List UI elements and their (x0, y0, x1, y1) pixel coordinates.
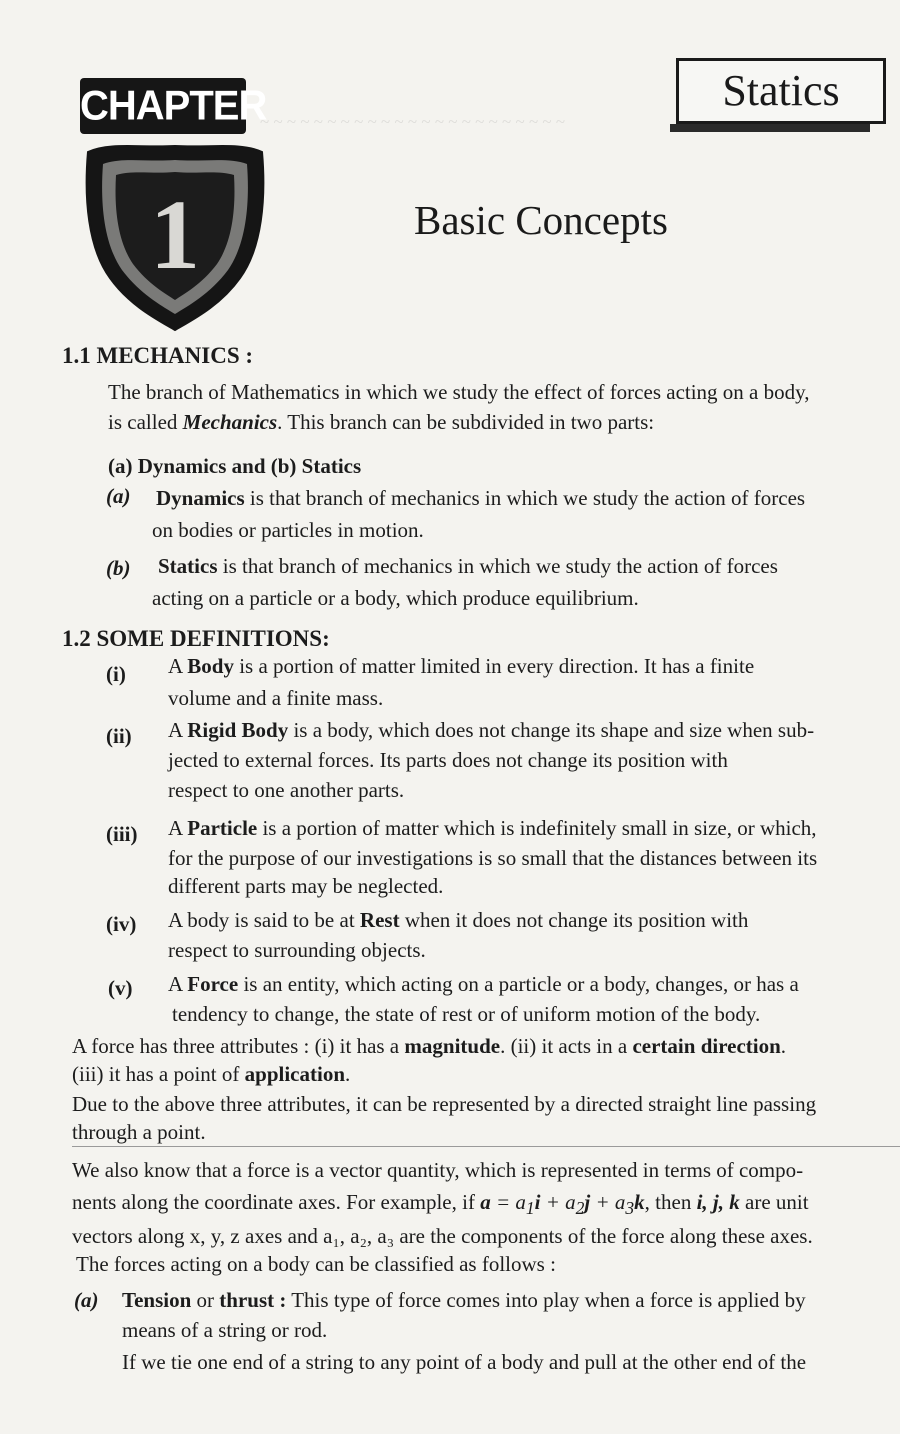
def-i-label: (i) (106, 662, 126, 686)
particle-definition-line-3: different parts may be neglected. (168, 874, 444, 898)
force-definition-line-2: tendency to change, the state of rest or of uniform motion of the body. (172, 1002, 761, 1026)
def-ii-label: (ii) (106, 724, 132, 748)
tension-line-2: means of a string or rod. (122, 1318, 328, 1342)
mechanics-parts-line: (a) Dynamics and (b) Statics (108, 454, 362, 478)
subject-title: Statics (722, 66, 840, 115)
bleed-through-text: ~ ~ ~ ~ ~ ~ ~ ~ ~ ~ ~ ~ ~ ~ ~ ~ ~ ~ ~ ~ ~ ~ ~ (260, 112, 566, 131)
def-v-label: (v) (108, 976, 133, 1000)
vector-formula: $a = a_1i + a_2j + a_3k$ (480, 1190, 645, 1219)
def-iv-label: (iv) (106, 912, 137, 936)
chapter-number-shield-icon (70, 138, 280, 333)
vector-line-2: nents along the coordinate axes. For example, if $a = a_1i + a_2j + a_3k$, then i, j, k are unit (72, 1190, 809, 1219)
vector-line-3: vectors along x, y, z axes and a₁, a₂, a₃ are the components of the force along these axes. (72, 1224, 813, 1248)
attributes-line-4: through a point. (72, 1120, 206, 1144)
mechanics-term: Mechanics (182, 410, 278, 434)
vector-line-1: We also know that a force is a vector quantity, which is represented in terms of compo- (72, 1158, 804, 1182)
rigid-body-definition-line-2: jected to external forces. Its parts does not change its position with (168, 748, 728, 772)
body-definition-line-2: volume and a finite mass. (168, 686, 384, 710)
item-a-label: (a) (106, 484, 131, 508)
chapter-title: Basic Concepts (414, 197, 668, 243)
rigid-body-definition-line-3: respect to one another parts. (168, 778, 405, 802)
vector-line-4: The forces acting on a body can be classified as follows : (76, 1252, 556, 1276)
rest-definition-line-2: respect to surrounding objects. (168, 938, 426, 962)
item-b-label: (b) (106, 556, 131, 580)
mechanics-intro-line-1: The branch of Mathematics in which we study the effect of forces acting on a body, (108, 380, 810, 404)
dynamics-definition-line-2: on bodies or particles in motion. (152, 518, 424, 542)
statics-definition-line-2: acting on a particle or a body, which produce equilibrium. (152, 586, 639, 610)
section-heading-definitions: 1.2 SOME DEFINITIONS: (62, 626, 330, 651)
tension-line-1: Tension or thrust : This type of force comes into play when a force is applied by (122, 1288, 806, 1312)
def-iii-label: (iii) (106, 822, 138, 846)
statics-definition-line-1: Statics is that branch of mechanics in which we study the action of forces (158, 554, 778, 578)
chapter-number: 1 (150, 179, 200, 290)
mechanics-intro-line-2: is called Mechanics. This branch can be subdivided in two parts: (108, 410, 655, 434)
rigid-body-definition-line-1: A Rigid Body is a body, which does not change its shape and size when sub- (168, 718, 815, 742)
attributes-line-1: A force has three attributes : (i) it has a magnitude. (ii) it acts in a certain direction. (72, 1034, 787, 1058)
dynamics-definition-line-1: Dynamics is that branch of mechanics in which we study the action of forces (156, 486, 806, 510)
section-heading-mechanics: 1.1 MECHANICS : (62, 343, 254, 368)
chapter-label-text: CHAPTER (80, 82, 267, 130)
subject-box (676, 58, 886, 124)
chapter-label (80, 78, 267, 134)
attributes-line-2: (iii) it has a point of application. (72, 1062, 351, 1086)
attributes-line-3: Due to the above three attributes, it can be represented by a directed straight line passing (72, 1092, 817, 1116)
body-definition-line-1: A Body is a portion of matter limited in every direction. It has a finite (168, 654, 755, 678)
tension-label: (a) (74, 1288, 99, 1312)
tension-line-3: If we tie one end of a string to any point of a body and pull at the other end of the (122, 1350, 807, 1374)
particle-definition-line-1: A Particle is a portion of matter which is indefinitely small in size, or which, (168, 816, 817, 840)
force-definition-line-1: A Force is an entity, which acting on a particle or a body, changes, or has a (168, 972, 799, 996)
section-divider (72, 1146, 900, 1147)
particle-definition-line-2: for the purpose of our investigations is so small that the distances between its (168, 846, 818, 870)
rest-definition-line-1: A body is said to be at Rest when it does not change its position with (168, 908, 749, 932)
